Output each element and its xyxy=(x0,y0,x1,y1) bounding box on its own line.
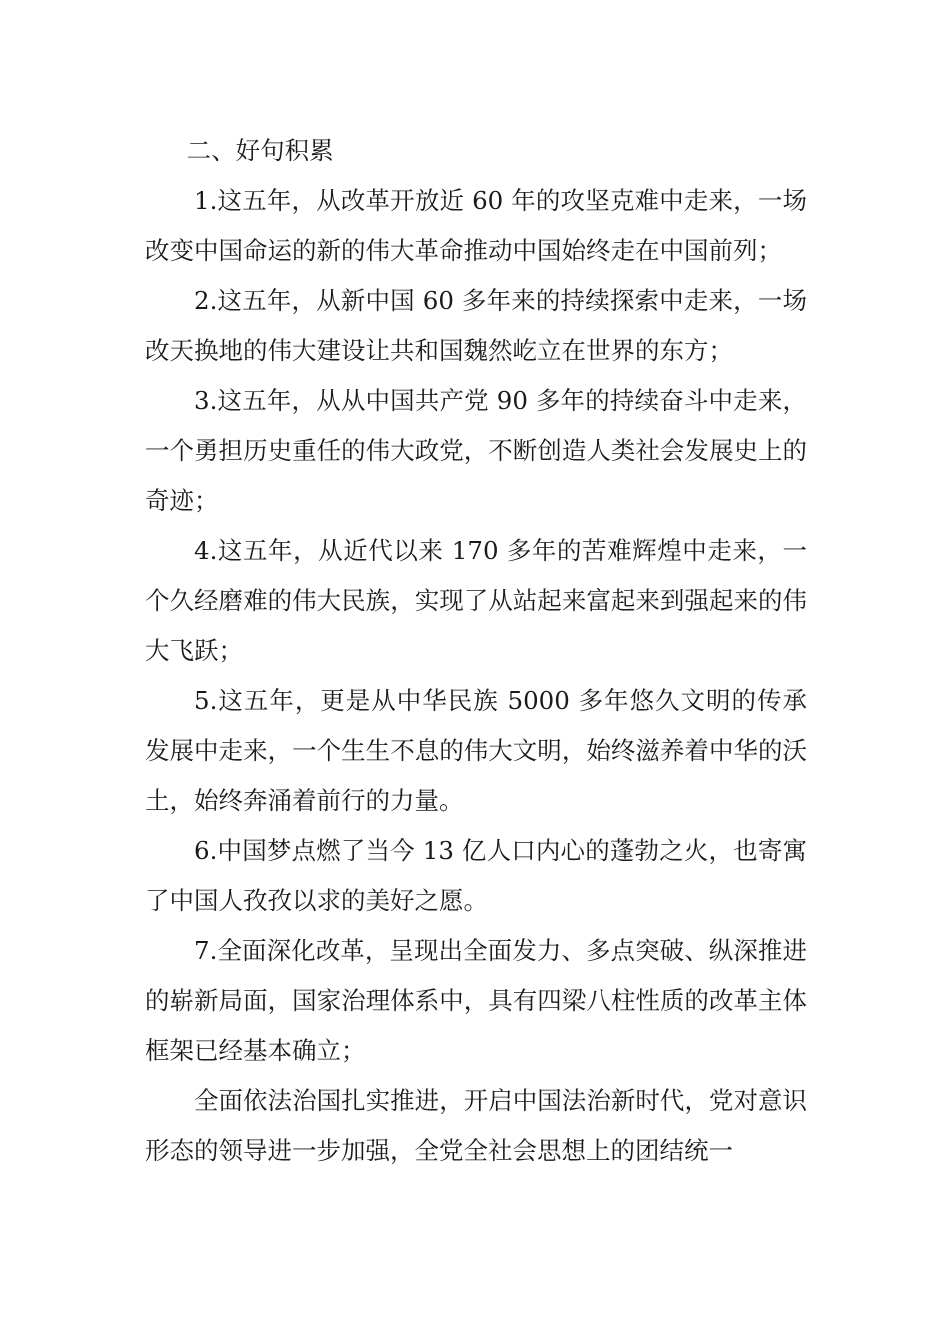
document-body xyxy=(145,126,807,1176)
sentence-paragraph-7: 7.全面深化改革，呈现出全面发力、多点突破、纵深推进的崭新局面，国家治理体系中，具有四梁八柱性质的改革主体框架已经基本确立； xyxy=(145,936,807,1065)
section-heading: 二、好句积累 xyxy=(186,136,334,165)
sentence-paragraph-2: 2.这五年，从新中国 60 多年来的持续探索中走来，一场改天换地的伟大建设让共和国魏然屹立在世界的东方； xyxy=(145,286,807,365)
sentence-paragraph-1: 1.这五年，从改革开放近 60 年的攻坚克难中走来，一场改变中国命运的新的伟大革命推动中国始终走在中国前列； xyxy=(145,186,807,265)
sentence-paragraph-3: 3.这五年，从从中国共产党 90 多年的持续奋斗中走来，一个勇担历史重任的伟大政党，不断创造人类社会发展史上的奇迹； xyxy=(145,386,807,515)
sentence-paragraph-4: 4.这五年，从近代以来 170 多年的苦难辉煌中走来，一个久经磨难的伟大民族，实现了从站起来富起来到强起来的伟大飞跃； xyxy=(145,536,807,665)
sentence-paragraph-5: 5.这五年，更是从中华民族 5000 多年悠久文明的传承发展中走来，一个生生不息的伟大文明，始终滋养着中华的沃土，始终奔涌着前行的力量。 xyxy=(145,686,807,815)
sentence-paragraph-6: 6.中国梦点燃了当今 13 亿人口内心的蓬勃之火，也寄寓了中国人孜孜以求的美好之愿。 xyxy=(145,836,807,915)
sentence-paragraph-8: 全面依法治国扎实推进，开启中国法治新时代，党对意识形态的领导进一步加强，全党全社会思想上的团结统一 xyxy=(145,1086,807,1165)
